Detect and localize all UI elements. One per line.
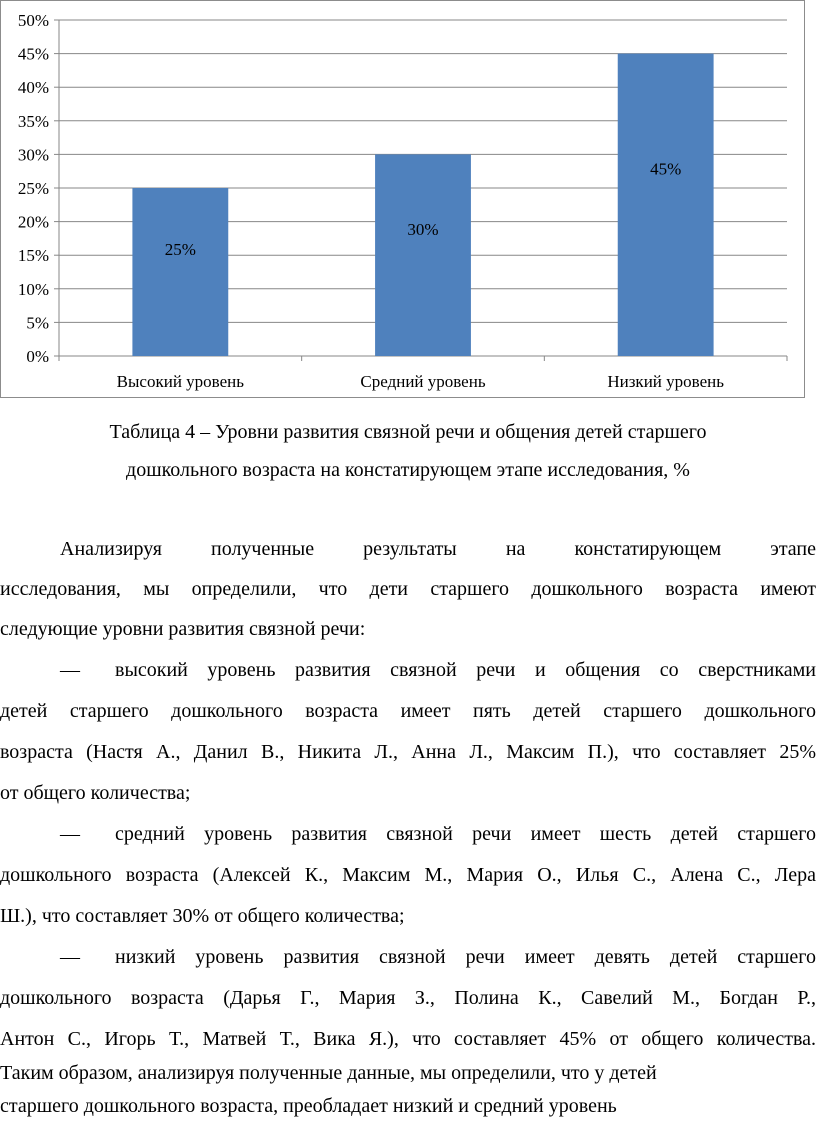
text-line: Ш.), что составляет 30% от общего количества;	[0, 905, 405, 927]
text-line: Таким образом, анализируя полученные данные, мы определили, что у детей	[0, 1062, 657, 1084]
bar	[132, 188, 228, 356]
x-category-label: Высокий уровень	[116, 372, 245, 391]
dash-bullet: —	[60, 823, 80, 845]
y-tick-label: 25%	[17, 179, 49, 198]
bar	[618, 54, 714, 356]
text-line: возраста (Настя А., Данил В., Никита Л., Анна Л., Максим П.), что составляет 25%	[0, 741, 816, 763]
y-tick-label: 5%	[26, 313, 49, 333]
y-tick-label: 50%	[17, 11, 49, 30]
y-tick-label: 35%	[17, 111, 49, 131]
table-caption-line-1: Таблица 4 – Уровни развития связной речи и общения детей старшего	[109, 421, 707, 443]
text-line: средний уровень развития связной речи имеет шесть детей старшего	[115, 823, 816, 845]
table-caption-line-2: дошкольного возраста на констатирующем этапе исследования, %	[126, 459, 690, 481]
y-tick-label: 30%	[17, 145, 49, 165]
y-tick-label: 20%	[17, 212, 49, 232]
text-line: Анализируя полученные результаты на констатирующем этапе	[60, 538, 816, 560]
dash-bullet: —	[60, 946, 80, 968]
y-tick-label: 45%	[17, 44, 49, 64]
x-category-label: Низкий уровень	[607, 372, 724, 391]
y-tick-label: 10%	[17, 279, 49, 299]
text-line: следующие уровни развития связной речи:	[0, 618, 366, 640]
text-line: от общего количества;	[0, 782, 191, 804]
text-line: низкий уровень развития связной речи имеет девять детей старшего	[115, 946, 816, 968]
text-line: высокий уровень развития связной речи и общения со сверстниками	[115, 659, 816, 681]
text-line: старшего дошкольного возраста, преобладает низкий и средний уровень	[0, 1095, 617, 1117]
bar-data-label: 25%	[164, 240, 196, 260]
bar	[375, 154, 471, 356]
bar-data-label: 45%	[650, 159, 682, 179]
y-tick-label: 40%	[17, 78, 49, 98]
dash-bullet: —	[60, 659, 80, 681]
text-line: Антон С., Игорь Т., Матвей Т., Вика Я.), что составляет 45% от общего количества.	[0, 1028, 816, 1050]
bar-data-label: 30%	[407, 220, 439, 240]
chart-canvas	[1, 1, 806, 399]
text-line: детей старшего дошкольного возраста имеет пять детей старшего дошкольного	[0, 700, 816, 722]
y-tick-label: 15%	[17, 246, 49, 266]
text-line: исследования, мы определили, что дети старшего дошкольного возраста имеют	[0, 578, 816, 600]
y-tick-label: 0%	[26, 347, 49, 366]
text-line: дошкольного возраста (Алексей К., Максим М., Мария О., Илья С., Алена С., Лера	[0, 864, 816, 886]
text-line: дошкольного возраста (Дарья Г., Мария З., Полина К., Савелий М., Богдан Р.,	[0, 987, 816, 1009]
bar-chart	[0, 0, 805, 398]
x-category-label: Средний уровень	[360, 372, 486, 391]
